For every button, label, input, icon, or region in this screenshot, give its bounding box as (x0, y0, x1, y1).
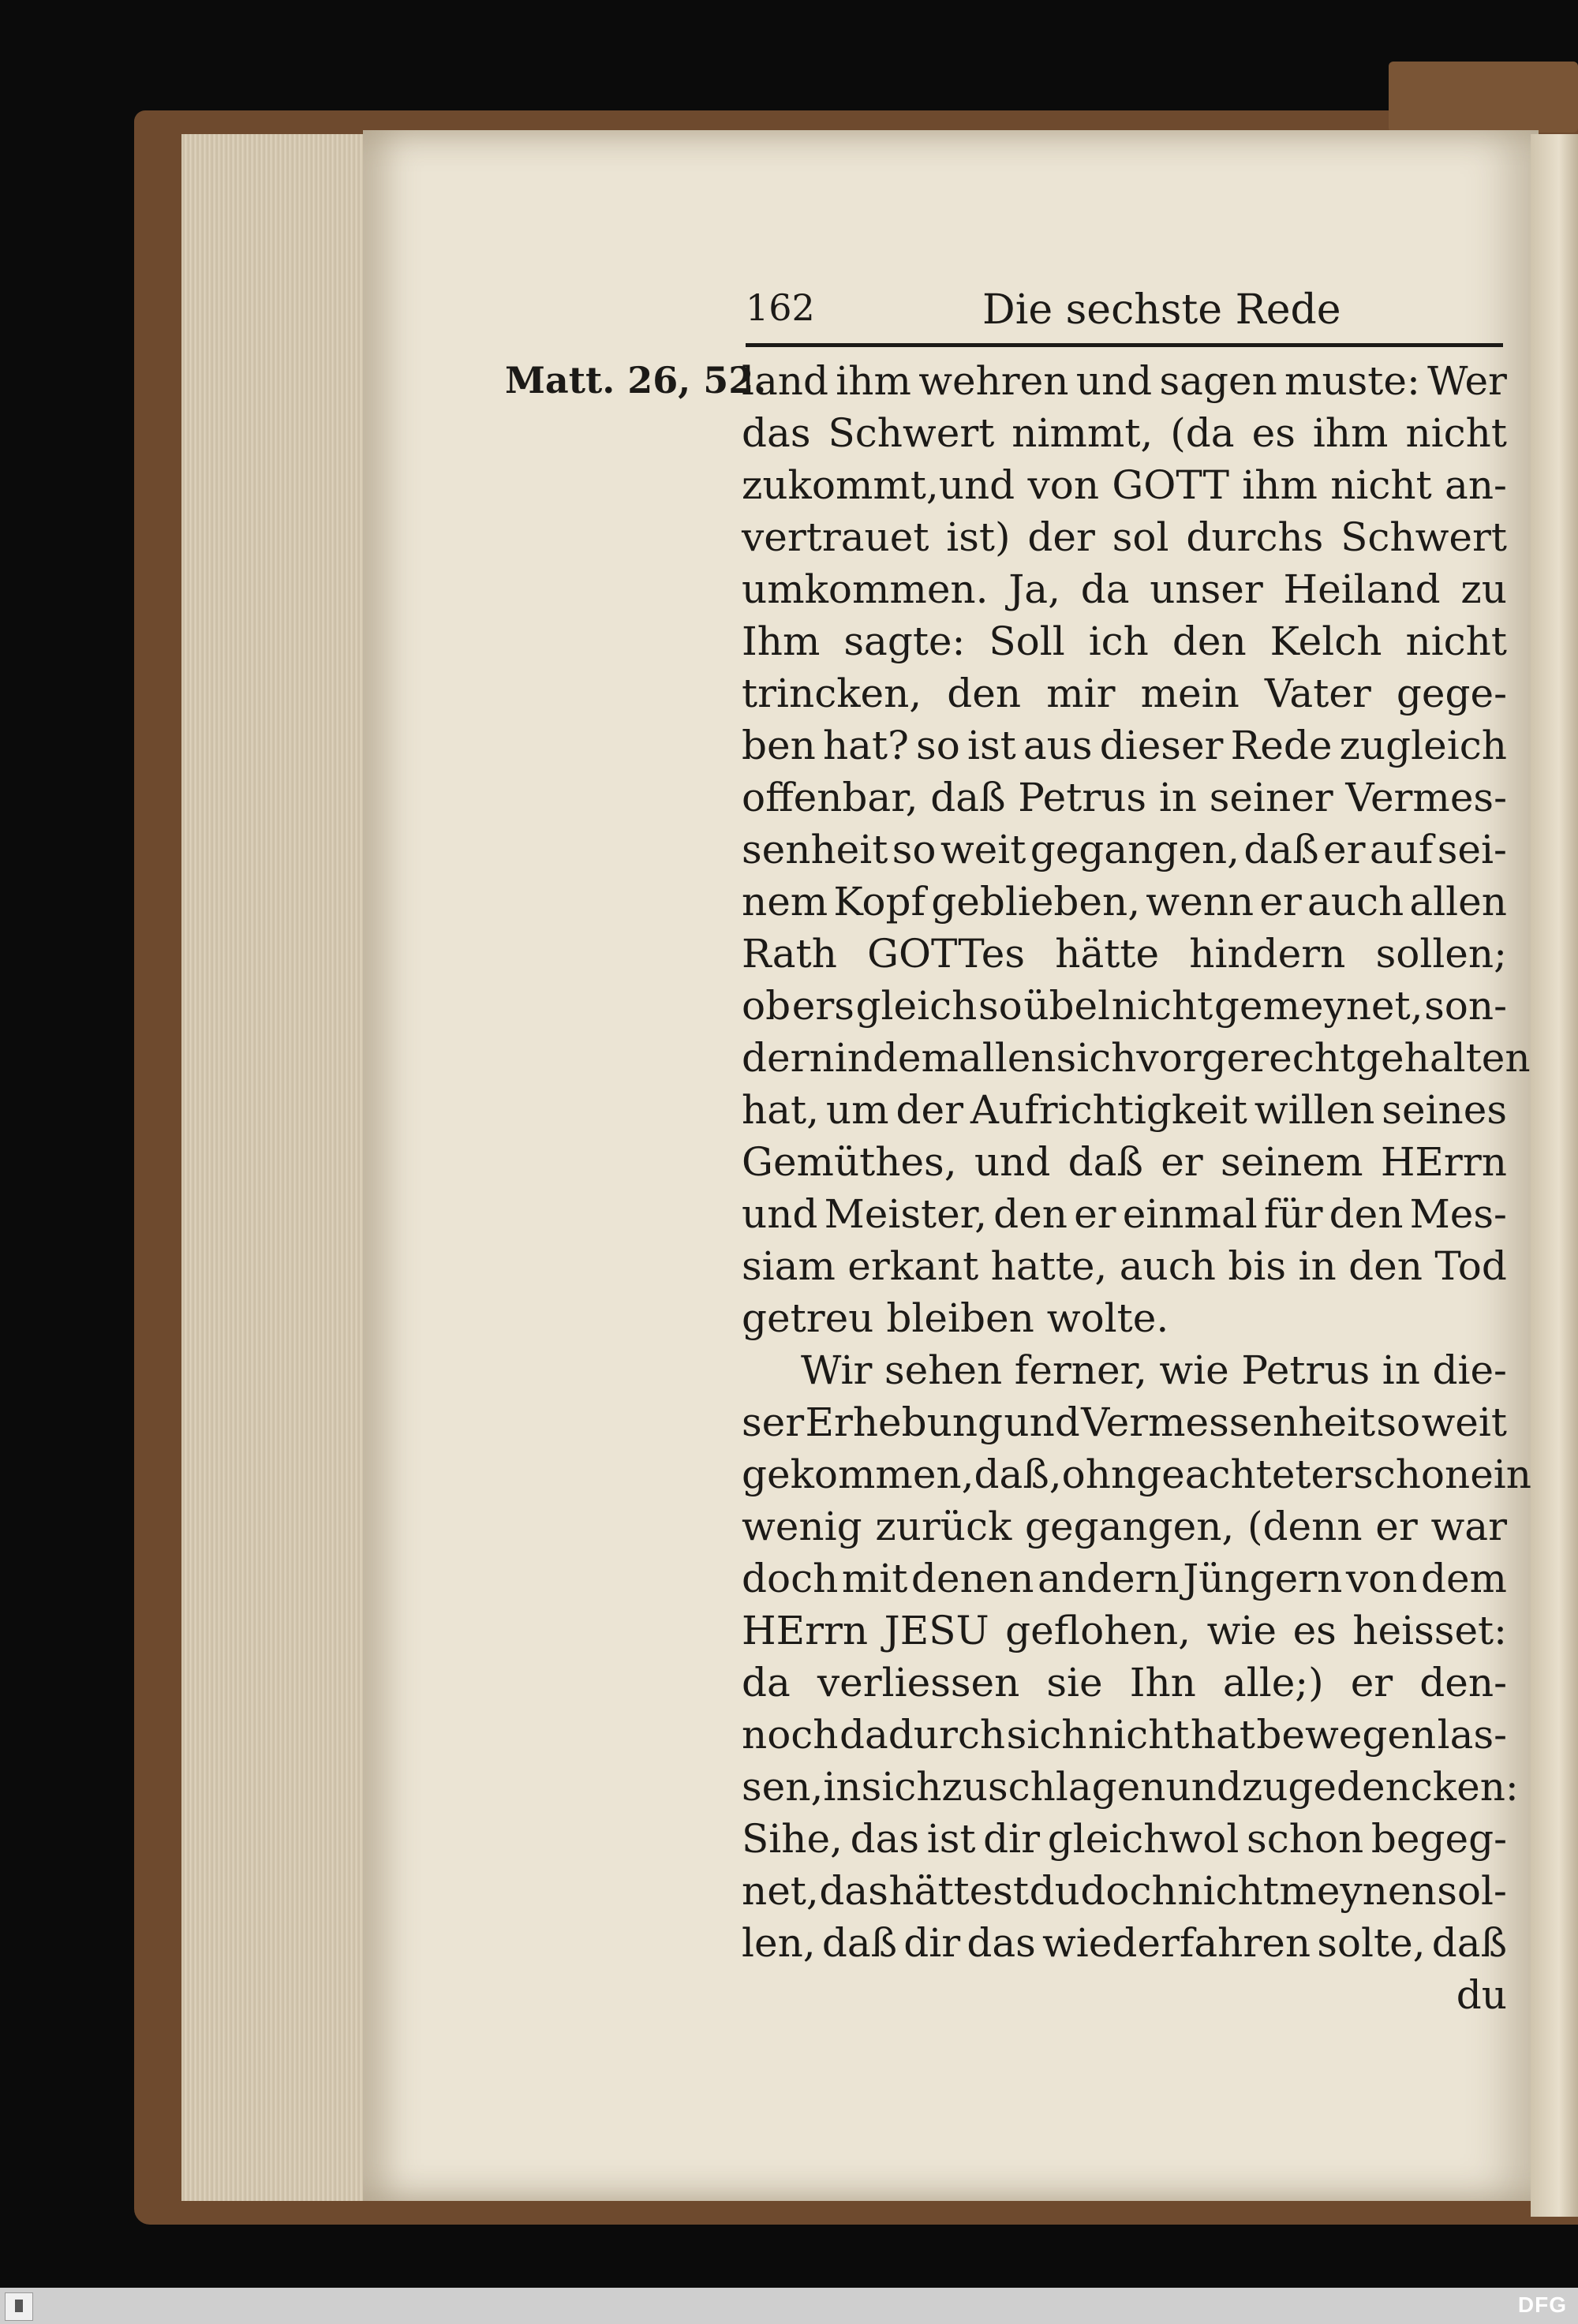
word: von (1345, 1556, 1418, 1601)
text-line (742, 1605, 1507, 1657)
word: daß (930, 775, 1006, 820)
word: zurück (875, 1504, 1012, 1549)
word: von (1027, 462, 1100, 508)
word: nicht (1405, 410, 1507, 456)
word: für (1263, 1191, 1323, 1237)
word: geblieben, (931, 879, 1141, 925)
text-line (742, 1813, 1507, 1865)
word: daß, (974, 1452, 1062, 1497)
word: seiner (1209, 775, 1333, 820)
word: daß (1068, 1139, 1143, 1185)
word: den (947, 671, 1022, 716)
word: ihm (1242, 462, 1318, 508)
word: so (978, 983, 1023, 1029)
library-logo-icon (5, 2292, 33, 2321)
text-line (742, 1761, 1519, 1813)
text-line (742, 459, 1507, 511)
word: hatte, (990, 1243, 1108, 1289)
word: wenn (1146, 879, 1255, 925)
word: Kelch (1270, 618, 1382, 664)
word: Mes- (1409, 1191, 1507, 1237)
word: sagte: (843, 618, 966, 664)
word: Ihm (742, 618, 821, 664)
word: und (1004, 1399, 1080, 1445)
text-line (742, 1188, 1507, 1240)
word: in (1298, 1243, 1337, 1289)
marginal-note: Matt. 26, 52. (505, 359, 767, 402)
word: mit (841, 1556, 908, 1601)
word: Schwert (828, 410, 995, 456)
word: offenbar, (742, 775, 918, 820)
word: ist (967, 723, 1016, 768)
word: das (819, 1868, 888, 1914)
word: seines (1382, 1087, 1507, 1133)
word: gleichwol (1047, 1816, 1240, 1862)
word: und (742, 1191, 818, 1237)
word: siam (742, 1243, 836, 1289)
word: begeg- (1370, 1816, 1507, 1862)
word: du (1029, 1868, 1080, 1914)
word: ob (742, 983, 791, 1029)
word: auch (1119, 1243, 1216, 1289)
word: hat? (822, 723, 909, 768)
word: sie (1046, 1660, 1103, 1706)
word: gleich (855, 983, 978, 1029)
word: es (1251, 410, 1296, 456)
viewer-footer (0, 2288, 1578, 2324)
word: senheit (742, 827, 888, 872)
word: seinem (1221, 1139, 1363, 1185)
word: sollen; (1375, 931, 1507, 977)
word: zukommt,und (742, 462, 1015, 508)
word: es (1292, 1608, 1337, 1653)
word: schon (1353, 1452, 1471, 1497)
page-header (746, 280, 1503, 347)
text-line (742, 1084, 1507, 1136)
word: in (1158, 775, 1198, 820)
word: daß (1243, 827, 1319, 872)
word: aus (1023, 723, 1093, 768)
word: ich (1088, 618, 1149, 664)
word: doch (742, 1556, 839, 1601)
word: erkant (847, 1243, 979, 1289)
word: in (1382, 1347, 1420, 1393)
word: ferner, (1014, 1347, 1147, 1393)
word: übel (1023, 983, 1111, 1029)
word: Petrus (1241, 1347, 1370, 1393)
word: dieser (1099, 723, 1224, 768)
word: heisset: (1352, 1608, 1507, 1653)
word: den (1348, 1243, 1423, 1289)
word: gegangen, (1024, 1504, 1235, 1549)
word: nimmt, (1011, 410, 1154, 456)
word: denen (911, 1556, 1034, 1601)
word: mein (1140, 671, 1240, 716)
word: GOTT (1112, 462, 1229, 508)
word: nem (742, 879, 828, 925)
word: vor (1136, 1035, 1202, 1081)
word: daß (1431, 1920, 1507, 1966)
word: HErrn (1380, 1139, 1507, 1185)
catchword-line (742, 1969, 1507, 2021)
word: gegangen, (1030, 827, 1240, 872)
word: vertrauet (742, 514, 929, 560)
text-line (742, 407, 1507, 459)
word: auf (1369, 827, 1434, 872)
word: sen, (742, 1764, 824, 1810)
text-line (742, 824, 1507, 876)
word: gerecht (1201, 1035, 1356, 1081)
word: hätte (1055, 931, 1160, 977)
word: Jüngern (1183, 1556, 1343, 1601)
word: hat (1190, 1712, 1255, 1758)
word: sich (1006, 1712, 1087, 1758)
word: zugleich (1339, 723, 1507, 768)
word: alle;) (1222, 1660, 1324, 1706)
text-line (742, 1448, 1531, 1500)
page-number: 162 (746, 286, 815, 329)
word: trincken, (742, 671, 922, 716)
word: Sihe, (742, 1816, 843, 1862)
word: GOTTes (867, 931, 1026, 977)
word: len, (742, 1920, 816, 1966)
word: den- (1419, 1660, 1507, 1706)
word: Rath (742, 931, 837, 977)
word: auch (1307, 879, 1404, 925)
text-line (742, 1344, 1507, 1396)
word: hindern (1189, 931, 1346, 977)
word: ohngeachtet (1061, 1452, 1311, 1497)
word: und (974, 1139, 1051, 1185)
word: sol- (1437, 1868, 1507, 1914)
word: die- (1432, 1347, 1507, 1393)
word: sagen (1159, 358, 1277, 404)
word: in (834, 1035, 873, 1081)
word: allen (958, 1035, 1056, 1081)
word: nicht (1087, 1712, 1190, 1758)
word: Aufrichtigkeit (970, 1087, 1247, 1133)
word: muste: (1284, 358, 1420, 404)
word: mir (1046, 671, 1116, 716)
word: daß (821, 1920, 898, 1966)
word: gedencken: (1288, 1764, 1519, 1810)
word: doch (1080, 1868, 1177, 1914)
word: dem (1420, 1556, 1507, 1601)
word: gekommen, (742, 1452, 974, 1497)
word: zu (941, 1764, 988, 1810)
word: ein (1470, 1452, 1531, 1497)
word: gege- (1396, 671, 1507, 716)
word: er (1311, 1452, 1354, 1497)
word: (denn (1247, 1504, 1363, 1549)
word: getreu (742, 1295, 874, 1341)
word: sich (861, 1764, 942, 1810)
word: und (1165, 1764, 1242, 1810)
word: sich (1056, 1035, 1137, 1081)
page-edges (181, 134, 387, 2201)
word: das (850, 1816, 920, 1862)
word: land (742, 358, 829, 404)
text-line (742, 1136, 1507, 1188)
text-line (742, 876, 1507, 928)
text-line (742, 615, 1507, 667)
text-line (742, 928, 1507, 980)
text-line (742, 1292, 1507, 1344)
word: zu (1460, 566, 1507, 612)
word: son- (1424, 983, 1507, 1029)
word: und (1075, 358, 1153, 404)
text-line (742, 667, 1507, 719)
running-title: Die sechste Rede (982, 286, 1341, 334)
word: Kopf (833, 879, 926, 925)
word: er (1322, 827, 1366, 872)
word: in (823, 1764, 862, 1810)
word: Gemüthes, (742, 1139, 957, 1185)
word: nicht (1177, 1868, 1279, 1914)
catchword: du (1456, 1972, 1507, 2018)
text-line (742, 719, 1507, 772)
word: so (1376, 1399, 1421, 1445)
word: den (1329, 1191, 1404, 1237)
word: gemeynet, (1213, 983, 1423, 1029)
word: Heiland (1283, 566, 1441, 612)
book-cover-edge (1389, 62, 1578, 133)
word: Rede (1230, 723, 1333, 768)
word: ist) (946, 514, 1011, 560)
word: das (742, 410, 811, 456)
word: weit (1421, 1399, 1507, 1445)
word: ihm (1312, 410, 1389, 456)
word: Ihn (1129, 1660, 1196, 1706)
word: bleiben (886, 1295, 1034, 1341)
word: dern (742, 1035, 835, 1081)
word: ers (791, 983, 854, 1029)
word: dem (872, 1035, 959, 1081)
word: schon (1247, 1816, 1364, 1862)
word: sei- (1437, 827, 1507, 872)
word: da (1080, 566, 1130, 612)
text-line (742, 511, 1507, 563)
word: durchs (1186, 514, 1324, 560)
word: wenig (742, 1504, 862, 1549)
word: der (896, 1087, 963, 1133)
word: Ja, (1008, 566, 1060, 612)
word: er (1375, 1504, 1418, 1549)
word: da (742, 1660, 791, 1706)
word: verliessen (817, 1660, 1020, 1706)
word: wie (1206, 1608, 1277, 1653)
word: geflohen, (1005, 1608, 1191, 1653)
word: Tod (1434, 1243, 1507, 1289)
word: Vermes- (1345, 775, 1507, 820)
word: Wir (801, 1347, 873, 1393)
text-line (742, 355, 1507, 407)
word: allen (1409, 879, 1507, 925)
text-line (742, 980, 1507, 1032)
word: bis (1228, 1243, 1287, 1289)
word: dir (903, 1920, 961, 1966)
text-line (742, 563, 1507, 615)
word: wiederfahren (1041, 1920, 1311, 1966)
word: net, (742, 1868, 819, 1914)
word: er (1259, 879, 1302, 925)
word: wehren (918, 358, 1069, 404)
word: nicht (1111, 983, 1213, 1029)
word: er (1074, 1191, 1116, 1237)
word: wolte. (1046, 1295, 1169, 1341)
text-line (742, 1917, 1507, 1969)
text-line (742, 1709, 1507, 1761)
word: willen (1254, 1087, 1375, 1133)
word: der (1027, 514, 1095, 560)
word: nicht (1330, 462, 1432, 508)
text-line (742, 1657, 1507, 1709)
word: das (967, 1920, 1036, 1966)
word: schlagen (987, 1764, 1166, 1810)
word: um (825, 1087, 889, 1133)
word: so (916, 723, 960, 768)
text-line (742, 772, 1507, 824)
text-line (742, 1865, 1507, 1917)
word: war (1430, 1504, 1507, 1549)
word: Soll (989, 618, 1065, 664)
word: er (1350, 1660, 1393, 1706)
word: gehalten (1356, 1035, 1531, 1081)
dfg-logo: DFG (1517, 2292, 1567, 2317)
text-line (742, 1032, 1531, 1084)
word: sehen (884, 1347, 1003, 1393)
word: nicht (1405, 618, 1507, 664)
word: Wer (1427, 358, 1507, 404)
word: dadurch (839, 1712, 1006, 1758)
word: Petrus (1018, 775, 1147, 820)
word: Meister, (824, 1191, 987, 1237)
word: er (1161, 1139, 1203, 1185)
word: solte, (1317, 1920, 1426, 1966)
text-line (742, 1240, 1507, 1292)
word: andern (1037, 1556, 1180, 1601)
word: Vater (1264, 671, 1371, 716)
word: Schwert (1341, 514, 1507, 560)
word: ist (926, 1816, 976, 1862)
word: weit (940, 827, 1026, 872)
word: umkommen. (742, 566, 989, 612)
word: sol (1112, 514, 1169, 560)
word: ben (742, 723, 816, 768)
word: (da (1170, 410, 1235, 456)
word: so (892, 827, 937, 872)
word: hat, (742, 1087, 819, 1133)
word: JESU (884, 1608, 989, 1653)
word: ihm (836, 358, 911, 404)
word: hättest (888, 1868, 1029, 1914)
word: Erhebung (805, 1399, 1004, 1445)
word: noch (742, 1712, 839, 1758)
word: einmal (1122, 1191, 1258, 1237)
word: meynen (1279, 1868, 1437, 1914)
word: den (993, 1191, 1068, 1237)
text-line (742, 1500, 1507, 1552)
word: Vermessenheit (1081, 1399, 1376, 1445)
word: unser (1150, 566, 1263, 612)
word: las- (1437, 1712, 1507, 1758)
word: an- (1445, 462, 1507, 508)
word: wie (1159, 1347, 1229, 1393)
body-text (742, 355, 1531, 2021)
word: den (1172, 618, 1247, 664)
word: zu (1241, 1764, 1288, 1810)
word: dir (983, 1816, 1041, 1862)
word: HErrn (742, 1608, 869, 1653)
page-fold (1531, 134, 1578, 2217)
text-line (742, 1396, 1507, 1448)
text-line (742, 1552, 1507, 1605)
word: ser (742, 1399, 805, 1445)
word: bewegen (1256, 1712, 1437, 1758)
